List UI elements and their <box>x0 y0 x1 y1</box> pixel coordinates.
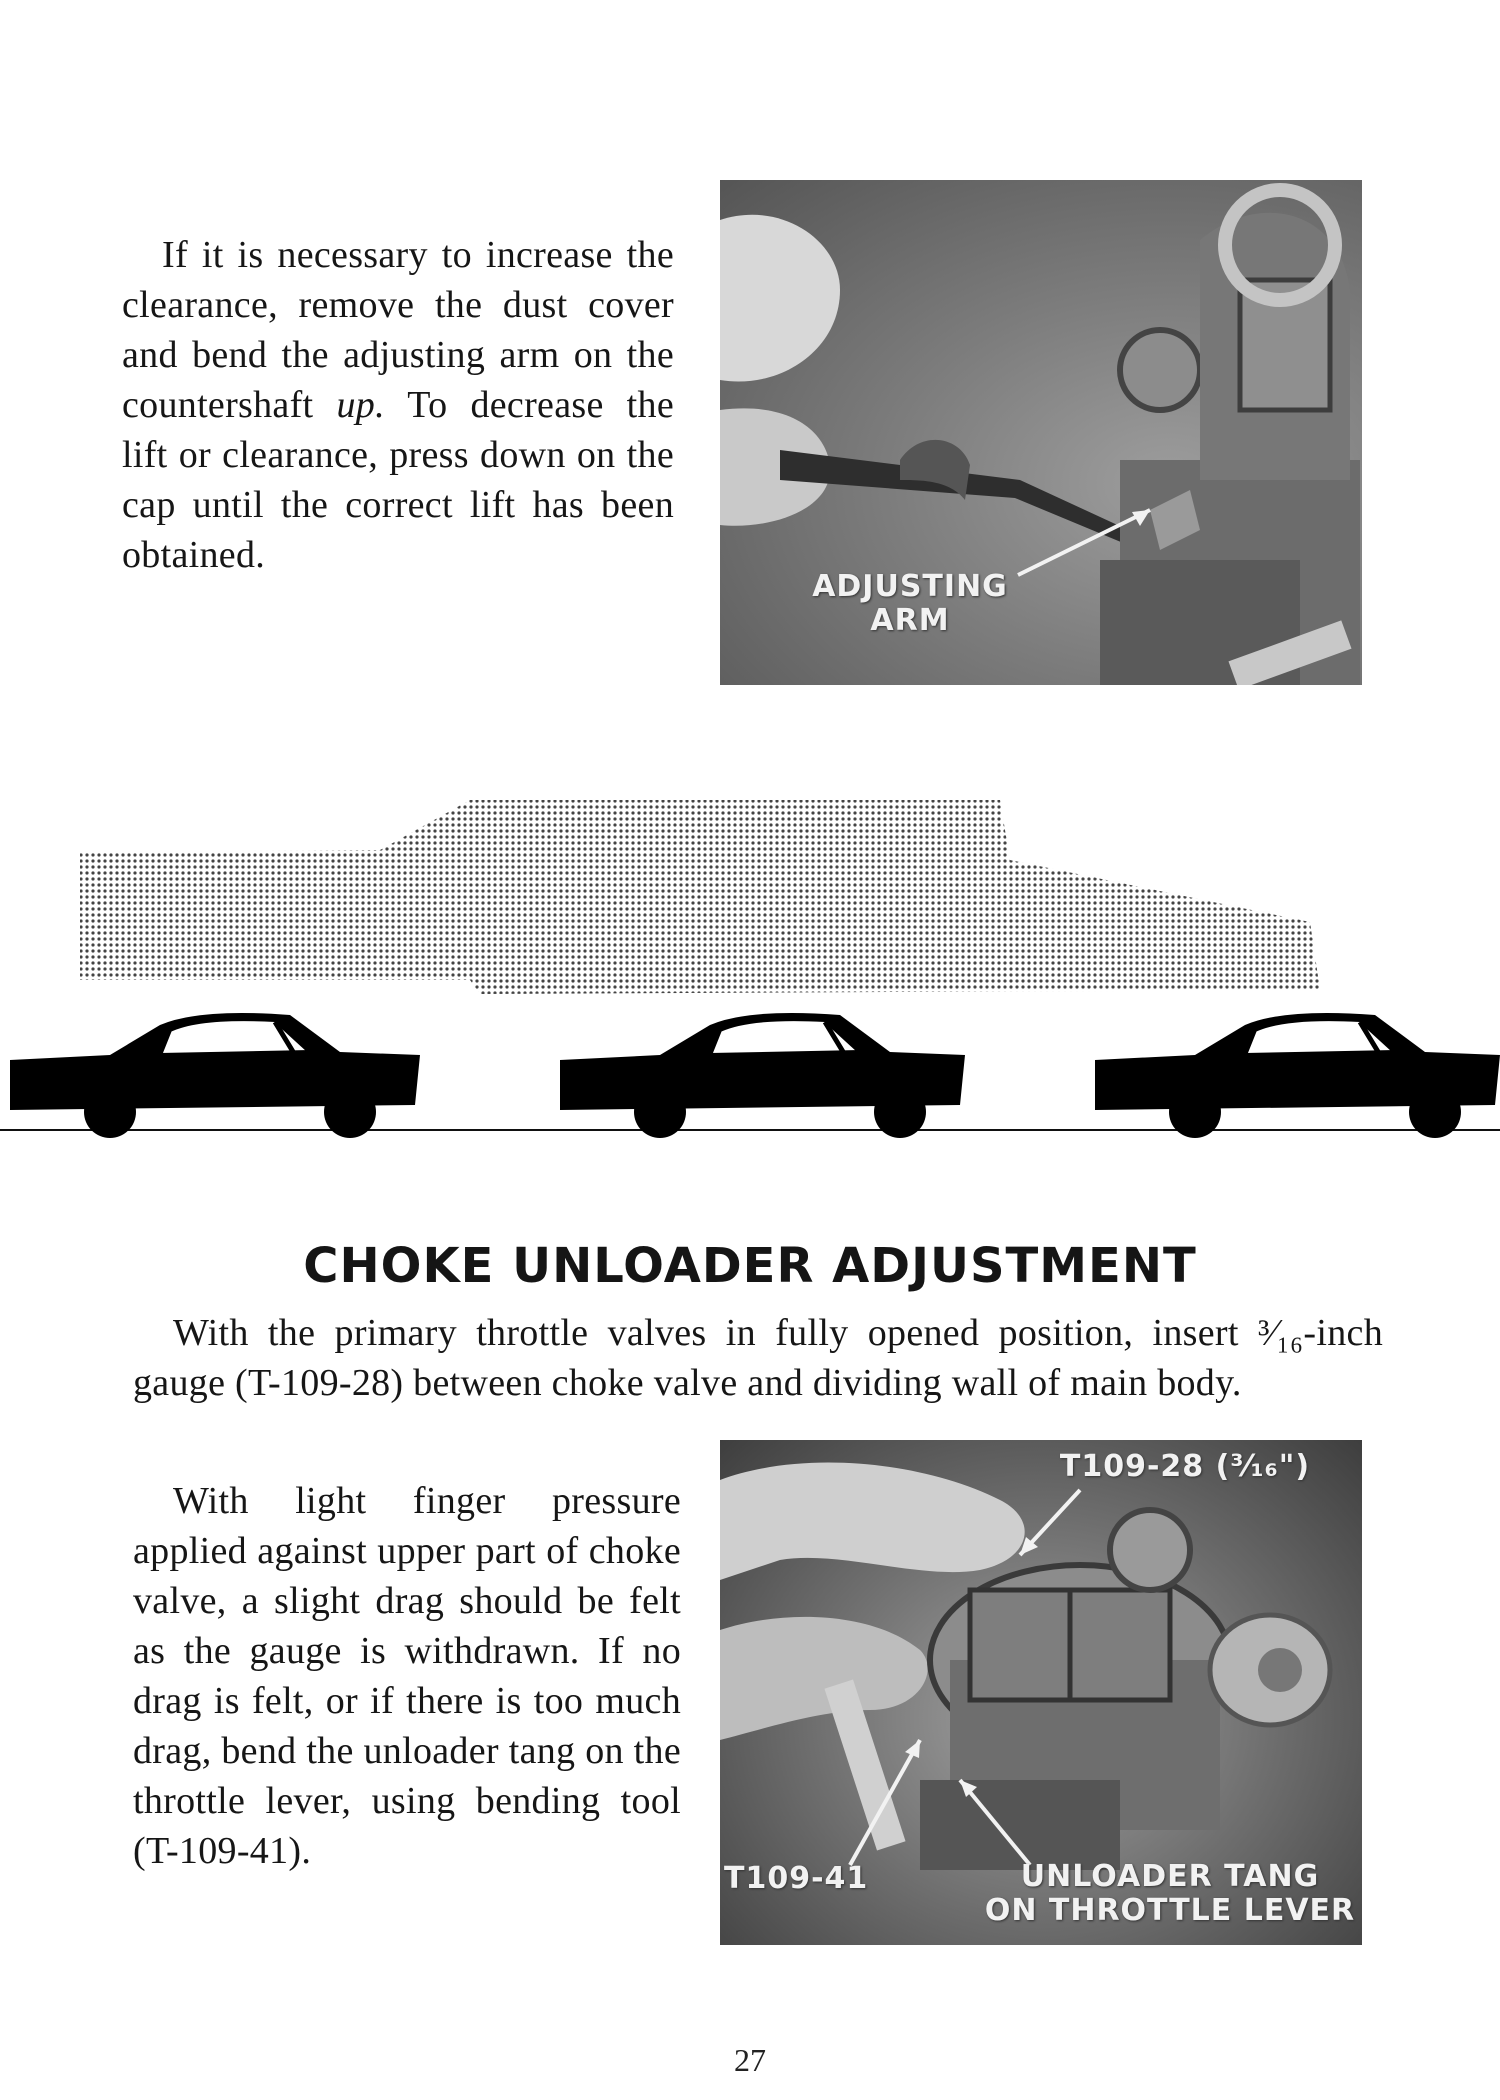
top-paragraph-text-2: To decrease the lift or clearance, press down on the cap until the correct lift has been obtained. <box>122 384 674 576</box>
section-heading: CHOKE UNLOADER ADJUSTMENT <box>303 1238 1197 1294</box>
adjusting-arm-label: ADJUSTING ARM <box>812 569 1008 638</box>
choke-unloader-photo <box>720 1440 1362 1945</box>
section-paragraph-2 <box>133 1476 681 1876</box>
section-paragraph-2-text: With light finger pressure applied against upper part of choke valve, a slight drag should be felt as the gauge is withdrawn. If no drag is felt, or if there is too much drag, bend the unloader tang on the throttle lever, using bending tool (T-109-41). <box>133 1480 681 1872</box>
section-paragraph-1 <box>133 1308 1383 1408</box>
section-paragraph-1-text: With the primary throttle valves in fully opened position, insert ³⁄₁₆-inch gauge (T-109-28) between choke valve and dividing wall of main body. <box>133 1312 1383 1404</box>
top-paragraph-emphasis: up. <box>336 384 385 426</box>
adjusting-arm-photo <box>720 180 1362 685</box>
cars-illustration <box>0 780 1500 1140</box>
bending-tool-label: T109-41 <box>724 1861 869 1896</box>
speed-blur-shadow <box>80 800 1320 994</box>
page-number: 27 <box>734 2042 766 2078</box>
car-silhouette-1 <box>10 1013 420 1138</box>
car-silhouette-2 <box>560 1013 965 1138</box>
top-paragraph <box>122 230 674 580</box>
gauge-label: T109-28 (³⁄₁₆") <box>1059 1449 1311 1484</box>
top-paragraph-text: If it is necessary to increase the clearance, remove the dust cover and bend the adjusting arm on the countershaft <box>122 234 674 426</box>
car-silhouette-3 <box>1095 1013 1500 1138</box>
unloader-tang-label: UNLOADER TANG ON THROTTLE LEVER <box>984 1859 1356 1928</box>
